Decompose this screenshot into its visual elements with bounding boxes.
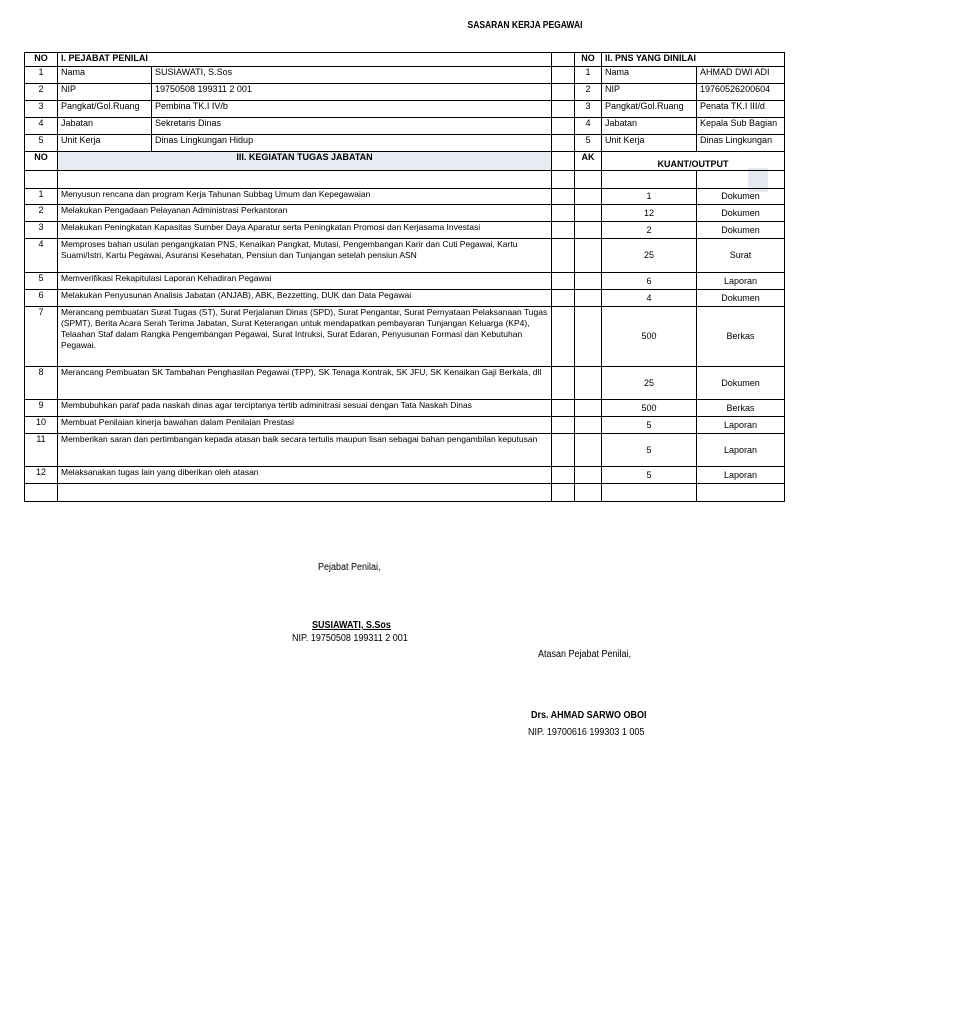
spacer [552,84,575,101]
kuant-output-header: KUANT/OUTPUT [602,152,785,171]
pejabat-field-value: 19750508 199311 2 001 [152,84,552,101]
ak-cell [575,417,602,434]
spacer [552,101,575,118]
pns-field-value: Dinas Lingkungan [697,135,785,152]
no-header-3: NO [25,152,58,171]
kuant-unit: Surat [697,239,785,273]
spacer [552,307,575,367]
ak-cell [575,367,602,400]
pns-field-value: Penata TK.I III/d [697,101,785,118]
pejabat-field-value: SUSIAWATI, S.Sos [152,67,552,84]
pns-dinilai-header: II. PNS YANG DINILAI [602,53,785,67]
ak-cell [575,434,602,467]
pejabat-row-no: 1 [25,67,58,84]
kuant-qty: 2 [602,222,697,239]
kegiatan-no: 7 [25,307,58,367]
pejabat-row-no: 2 [25,84,58,101]
blank-cell [58,171,552,189]
blank-cell [58,484,552,502]
atasan-pejabat-penilai-label: Atasan Pejabat Penilai, [538,649,632,660]
kegiatan-text: Merancang pembuatan Surat Tugas (ST), Surat Perjalanan Dinas (SPD), Surat Pengantar, Surat Pernyataan Pelaksanaan Tugas (SPMT), Berita Acara Serah Terima Jabatan, Surat Keterangan untuk mendapatkan pembayaran Tunjangan Keluarga (KP4), Telaahan Staf dalam Rangka Pengembangan Pegawai, Surat Intruksi, Surat Edaran, Penyusunan Formasi dan Kebutuhan Pegawai. [58,307,552,367]
ak-cell [575,307,602,367]
pns-field-value: 19760526200604 [697,84,785,101]
kuant-unit: Berkas [697,307,785,367]
pejabat-field-label: Unit Kerja [58,135,152,152]
kegiatan-text: Menyusun rencana dan program Kerja Tahunan Subbag Umum dan Kepegawaian [58,189,552,205]
kuant-unit: Berkas [697,400,785,417]
kuant-unit: Laporan [697,467,785,484]
ak-cell [575,290,602,307]
kuant-qty: 25 [602,367,697,400]
kuant-qty: 4 [602,290,697,307]
kuant-unit: Laporan [697,434,785,467]
kegiatan-text: Melakukan Penyusunan Analisis Jabatan (ANJAB), ABK, Bezzetting, DUK dan Data Pegawai [58,290,552,307]
spacer [552,273,575,290]
kegiatan-no: 2 [25,205,58,222]
atasan-nip: NIP. 19700616 199303 1 005 [528,727,645,738]
kuant-qty: 500 [602,307,697,367]
kegiatan-text: Membuat Penilaian kinerja bawahan dalam Penilaian Prestasi [58,417,552,434]
page-title: SASARAN KERJA PEGAWAI [467,20,583,31]
kegiatan-header: III. KEGIATAN TUGAS JABATAN [58,152,552,171]
blank-cell [602,484,697,502]
kegiatan-no: 1 [25,189,58,205]
pejabat-penilai-name: SUSIAWATI, S.Sos [312,620,391,631]
atasan-name: Drs. AHMAD SARWO OBOI [531,710,647,721]
pns-row-no: 5 [575,135,602,152]
kegiatan-text: Memberikan saran dan pertimbangan kepada atasan baik secara tertulis maupun lisan sebagai bahan pengambilan keputusan [58,434,552,467]
spacer [552,152,575,171]
spacer [552,205,575,222]
pns-row-no: 1 [575,67,602,84]
spacer [552,467,575,484]
pejabat-field-label: Pangkat/Gol.Ruang [58,101,152,118]
kuant-unit: Laporan [697,417,785,434]
pejabat-row-no: 3 [25,101,58,118]
pejabat-penilai-label: Pejabat Penilai, [318,562,381,573]
blank-cell [25,484,58,502]
pns-row-no: 2 [575,84,602,101]
pns-row-no: 4 [575,118,602,135]
pejabat-field-label: NIP [58,84,152,101]
kegiatan-no: 11 [25,434,58,467]
blank-cell [552,171,575,189]
spacer [552,434,575,467]
kegiatan-no: 5 [25,273,58,290]
ak-header: AK [575,152,602,171]
kuant-qty: 500 [602,400,697,417]
pejabat-penilai-header: I. PEJABAT PENILAI [58,53,552,67]
blank-cell [697,484,785,502]
spacer [552,118,575,135]
kegiatan-no: 3 [25,222,58,239]
ak-cell [575,205,602,222]
kuant-qty: 1 [602,189,697,205]
kegiatan-no: 8 [25,367,58,400]
ak-cell [575,400,602,417]
skp-table-area [24,52,778,536]
kuant-unit: Dokumen [697,205,785,222]
pejabat-field-value: Sekretaris Dinas [152,118,552,135]
spacer [552,400,575,417]
kuant-qty: 12 [602,205,697,222]
blank-cell [697,171,785,189]
kuant-unit: Dokumen [697,222,785,239]
blank-cell [25,171,58,189]
kegiatan-no: 12 [25,467,58,484]
pejabat-field-label: Nama [58,67,152,84]
kuant-qty: 25 [602,239,697,273]
pejabat-penilai-nip: NIP. 19750508 199311 2 001 [292,633,408,644]
spacer [552,417,575,434]
spacer [552,367,575,400]
blank-cell [575,484,602,502]
pns-row-no: 3 [575,101,602,118]
spacer [552,290,575,307]
kegiatan-text: Melaksanakan tugas lain yang diberikan oleh atasan [58,467,552,484]
ak-cell [575,189,602,205]
no-header: NO [25,53,58,67]
kegiatan-no: 6 [25,290,58,307]
ak-cell [575,222,602,239]
pejabat-row-no: 4 [25,118,58,135]
kuant-unit: Dokumen [697,189,785,205]
kuant-qty: 5 [602,434,697,467]
pns-field-label: Pangkat/Gol.Ruang [602,101,697,118]
kegiatan-text: Merancang Pembuatan SK Tambahan Penghasilan Pegawai (TPP), SK Tenaga Kontrak, SK JFU, SK Kenaikan Gaji Berkala, dll [58,367,552,400]
pns-field-label: Unit Kerja [602,135,697,152]
no-header-2: NO [575,53,602,67]
kuant-unit: Dokumen [697,367,785,400]
kegiatan-text: Membubuhkan paraf pada naskah dinas agar terciptanya tertib adminitrasi sesuai dengan Tata Naskah Dinas [58,400,552,417]
ak-cell [575,273,602,290]
kuant-qty: 5 [602,417,697,434]
kegiatan-no: 4 [25,239,58,273]
pejabat-row-no: 5 [25,135,58,152]
spacer [552,239,575,273]
blank-cell [552,484,575,502]
pejabat-field-value: Dinas Lingkungan Hidup [152,135,552,152]
ak-cell [575,467,602,484]
kuant-unit: Dokumen [697,290,785,307]
kegiatan-text: Melakukan Peningkatan Kapasitas Sumber Daya Aparatur serta Peningkatan Promosi dan Kerjasama Investasi [58,222,552,239]
kuant-qty: 5 [602,467,697,484]
pns-field-label: Jabatan [602,118,697,135]
pns-field-label: NIP [602,84,697,101]
kuant-unit: Laporan [697,273,785,290]
pns-field-label: Nama [602,67,697,84]
kegiatan-text: Memproses bahan usulan pengangkatan PNS, Kenaikan Pangkat, Mutasi, Pengembangan Karir dan Cuti Pegawai, Kartu Suami/Istri, Kartu Pegawai, Asuransi Kesehatan, Pensiun dan Tunjangan setelah pensiun ASN [58,239,552,273]
pns-field-value: AHMAD DWI ADI [697,67,785,84]
spacer [552,222,575,239]
pejabat-field-label: Jabatan [58,118,152,135]
spacer [552,67,575,84]
spacer [552,53,575,67]
spacer [552,189,575,205]
pns-field-value: Kepala Sub Bagian [697,118,785,135]
kegiatan-no: 9 [25,400,58,417]
pejabat-field-value: Pembina TK.I IV/b [152,101,552,118]
blank-cell [575,171,602,189]
ak-cell [575,239,602,273]
kuant-qty: 6 [602,273,697,290]
kegiatan-text: Memverifikasi Rekapitulasi Laporan Kehadiran Pegawai [58,273,552,290]
skp-table [24,52,785,502]
kegiatan-text: Melakukan Pengadaan Pelayanan Administrasi Perkantoran [58,205,552,222]
blank-cell [602,171,697,189]
spacer [552,135,575,152]
kegiatan-no: 10 [25,417,58,434]
